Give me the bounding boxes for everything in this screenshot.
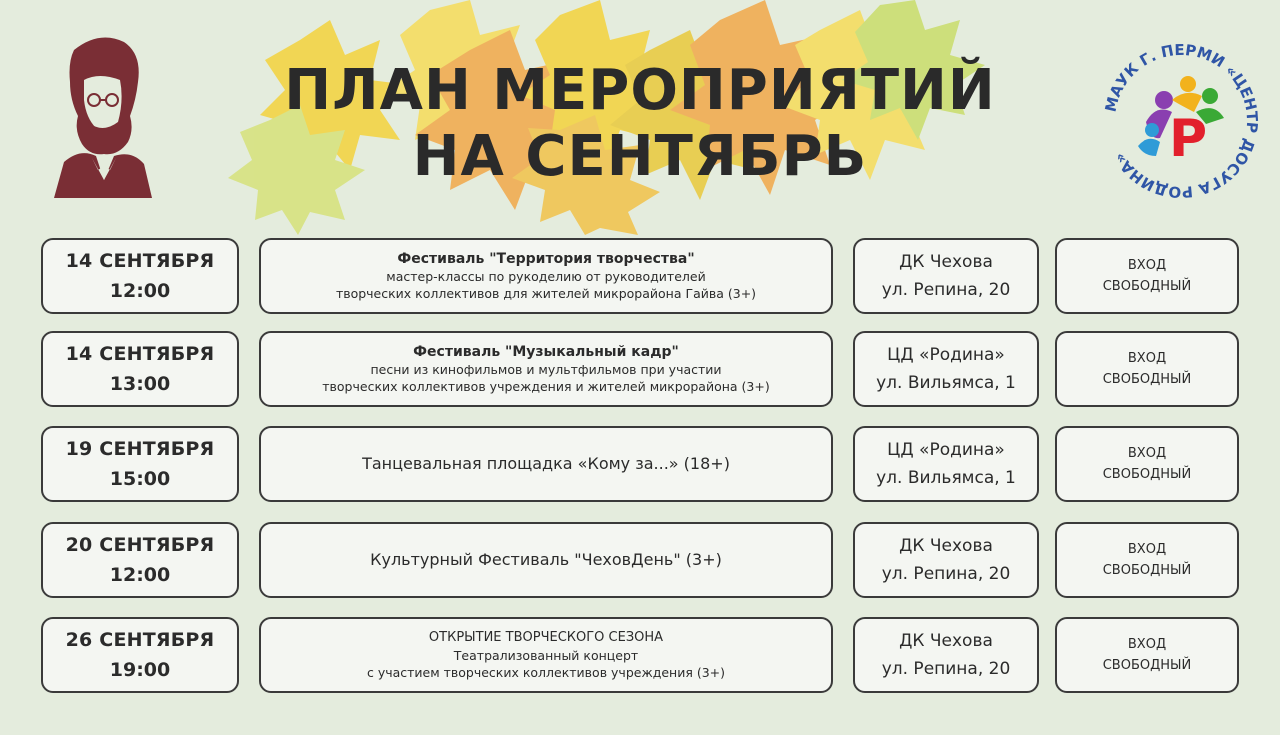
event-row [0, 238, 1280, 318]
event-date-box [41, 617, 239, 693]
event-entry-box [1055, 522, 1239, 598]
event-time: 13:00 [109, 373, 171, 395]
event-entry-line: СВОБОДНЫЙ [1102, 658, 1192, 673]
event-entry-line: ВХОД [1127, 258, 1167, 273]
event-venue-box [853, 426, 1039, 502]
event-entry-line: ВХОД [1127, 351, 1167, 366]
event-entry-box [1055, 426, 1239, 502]
event-entry-line: ВХОД [1127, 446, 1167, 461]
event-description-line: творческих коллективов учреждения и жителей микрорайона (3+) [322, 379, 770, 394]
event-venue-name: ДК Чехова [899, 631, 993, 651]
event-entry-line: ВХОД [1127, 542, 1167, 557]
event-description-line: с участием творческих коллективов учреждения (3+) [366, 665, 726, 680]
chekhov-portrait-logo [44, 30, 154, 198]
event-venue-box [853, 617, 1039, 693]
event-venue-address: ул. Репина, 20 [881, 280, 1011, 300]
event-date-box [41, 238, 239, 314]
event-date: 14 СЕНТЯБРЯ [65, 250, 215, 272]
event-description-box [259, 617, 833, 693]
event-title: Культурный Фестиваль "ЧеховДень" (3+) [370, 550, 722, 569]
event-description-box [259, 238, 833, 314]
event-date: 19 СЕНТЯБРЯ [65, 438, 215, 460]
event-venue-name: ЦД «Родина» [887, 345, 1005, 365]
logo-ring-text: МАУК Г. ПЕРМИ «ЦЕНТР ДОСУГА РОДИНА» [1101, 40, 1262, 202]
event-description-box [259, 331, 833, 407]
event-date-box [41, 331, 239, 407]
event-entry-line: СВОБОДНЫЙ [1102, 279, 1192, 294]
event-entry-line: СВОБОДНЫЙ [1102, 467, 1192, 482]
event-time: 19:00 [109, 659, 171, 681]
event-venue-address: ул. Вильямса, 1 [876, 468, 1016, 488]
event-description-box [259, 426, 833, 502]
event-time: 12:00 [109, 280, 171, 302]
event-date-box [41, 426, 239, 502]
event-venue-name: ДК Чехова [899, 536, 993, 556]
event-title: ОТКРЫТИЕ ТВОРЧЕСКОГО СЕЗОНА [428, 630, 664, 645]
event-venue-name: ДК Чехова [899, 252, 993, 272]
page-title-line-2: НА СЕНТЯБРЬ [412, 124, 868, 189]
event-title: Фестиваль "Музыкальный кадр" [413, 344, 679, 360]
event-title: Фестиваль "Территория творчества" [397, 251, 695, 267]
event-entry-box [1055, 331, 1239, 407]
page-title [150, 58, 1130, 190]
event-entry-line: СВОБОДНЫЙ [1102, 563, 1192, 578]
event-description-box [259, 522, 833, 598]
event-venue-address: ул. Репина, 20 [881, 659, 1011, 679]
event-description-line: творческих коллективов для жителей микрорайона Гайва (3+) [335, 286, 757, 301]
event-row [0, 426, 1280, 506]
event-row [0, 617, 1280, 697]
event-date: 20 СЕНТЯБРЯ [65, 534, 215, 556]
logo-letter: Р [1168, 109, 1208, 169]
event-row [0, 522, 1280, 602]
event-venue-box [853, 522, 1039, 598]
event-date-box [41, 522, 239, 598]
event-description-line: песни из кинофильмов и мультфильмов при участии [370, 362, 722, 377]
event-entry-box [1055, 238, 1239, 314]
event-description-line: мастер-классы по рукоделию от руководителей [386, 269, 706, 284]
event-entry-line: СВОБОДНЫЙ [1102, 372, 1192, 387]
event-date: 14 СЕНТЯБРЯ [65, 343, 215, 365]
event-entry-box [1055, 617, 1239, 693]
event-title: Танцевальная площадка «Кому за...» (18+) [362, 454, 730, 473]
event-time: 15:00 [109, 468, 171, 490]
page-title-line-1: ПЛАН МЕРОПРИЯТИЙ [284, 58, 996, 123]
event-description-line: Театрализованный концерт [453, 648, 639, 663]
event-date: 26 СЕНТЯБРЯ [65, 629, 215, 651]
event-venue-name: ЦД «Родина» [887, 440, 1005, 460]
event-time: 12:00 [109, 564, 171, 586]
event-venue-box [853, 238, 1039, 314]
event-venue-address: ул. Вильямса, 1 [876, 373, 1016, 393]
event-venue-address: ул. Репина, 20 [881, 564, 1011, 584]
event-row [0, 331, 1280, 411]
event-venue-box [853, 331, 1039, 407]
event-entry-line: ВХОД [1127, 637, 1167, 652]
